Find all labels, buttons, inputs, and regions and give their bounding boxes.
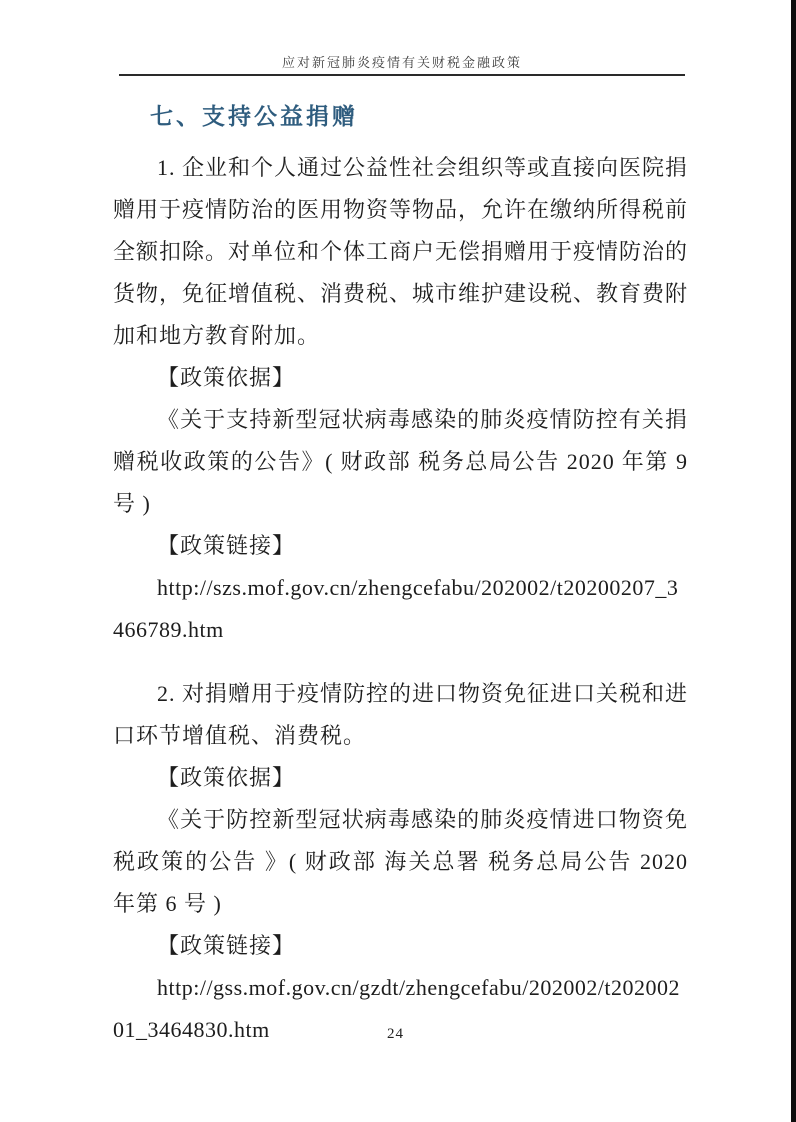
policy-item-1-link: http://szs.mof.gov.cn/zhengcefabu/202002/t20200207_3466789.htm: [113, 575, 679, 642]
policy-item-2-basis-label: 【政策依据】: [157, 765, 296, 790]
document-content: [113, 101, 688, 1051]
policy-item-1-basis: 《关于支持新型冠状病毒感染的肺炎疫情防控有关捐赠税收政策的公告》( 财政部 税务总局公告 2020 年第 9 号 ): [113, 407, 688, 516]
policy-item-2-link: http://gss.mof.gov.cn/gzdt/zhengcefabu/202002/t20200201_3464830.htm: [113, 975, 681, 1042]
policy-item-2-basis: 《关于防控新型冠状病毒感染的肺炎疫情进口物资免税政策的公告 》( 财政部 海关总署 税务总局公告 2020 年第 6 号 ): [113, 807, 688, 916]
scan-edge-artifact: [791, 0, 796, 1122]
page-footer: [0, 1026, 791, 1043]
policy-item-1-basis-label: 【政策依据】: [157, 365, 296, 390]
policy-item-1-body: 1. 企业和个人通过公益性社会组织等或直接向医院捐赠用于疫情防治的医用物资等物品，允许在缴纳所得税前全额扣除。对单位和个体工商户无偿捐赠用于疫情防治的货物，免征增值税、消费税、城市维护建设税、教育费附加和地方教育附加。: [113, 155, 689, 348]
policy-item-2-link-label: 【政策链接】: [157, 933, 296, 958]
section-heading: 七、支持公益捐赠: [150, 103, 358, 129]
header-rule: [119, 74, 685, 76]
running-header-title: 应对新冠肺炎疫情有关财税金融政策: [281, 55, 522, 70]
policy-item-2-body: 2. 对捐赠用于疫情防控的进口物资免征进口关税和进口环节增值税、消费税。: [113, 681, 689, 748]
page-number: 24: [387, 1026, 404, 1042]
policy-item-1-link-label: 【政策链接】: [157, 533, 296, 558]
